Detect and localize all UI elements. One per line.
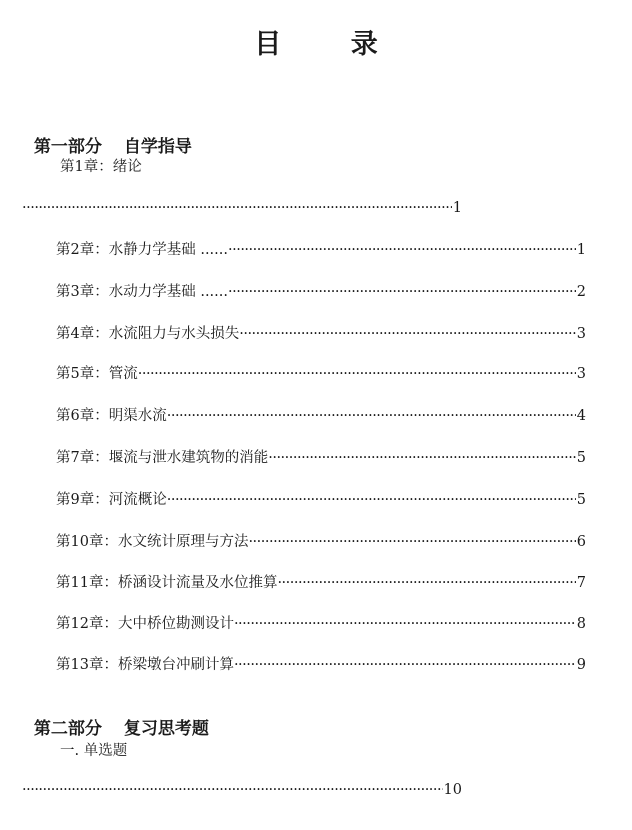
dot-leader xyxy=(268,450,576,466)
toc-entry[interactable] xyxy=(56,571,586,592)
page-number: 6 xyxy=(576,534,586,550)
toc-entry-leader[interactable] xyxy=(22,782,462,798)
page-number: 7 xyxy=(576,575,586,591)
page-number: 1 xyxy=(452,200,462,216)
toc-entry-label: 第11章：桥涵设计流量及水位推算 xyxy=(56,575,278,591)
part-number: 第二部分 xyxy=(33,719,102,739)
dot-leader xyxy=(228,284,576,300)
dot-leader xyxy=(277,575,575,591)
toc-entry-label[interactable]: 第1章：绪论 xyxy=(60,159,142,175)
toc-entry[interactable] xyxy=(56,238,586,259)
toc-entry-label: 第3章：水动力学基础 ...... xyxy=(56,284,228,300)
toc-entry[interactable] xyxy=(56,446,586,467)
page-number: 3 xyxy=(576,326,586,342)
page-title: 目 录 xyxy=(254,29,408,60)
dot-leader xyxy=(22,200,452,216)
page-number: 4 xyxy=(576,408,586,424)
toc-entry[interactable] xyxy=(56,488,586,509)
toc-entry[interactable] xyxy=(56,530,586,551)
toc-entry[interactable] xyxy=(56,612,586,633)
toc-entry[interactable] xyxy=(56,404,586,425)
page-number: 1 xyxy=(576,242,586,258)
part-name: 复习思考题 xyxy=(123,719,209,739)
part-heading xyxy=(22,694,209,739)
page-number: 10 xyxy=(443,782,462,798)
part-heading xyxy=(22,112,192,157)
page-number: 3 xyxy=(576,366,586,382)
dot-leader xyxy=(228,242,576,258)
toc-entry-label: 第10章：水文统计原理与方法 xyxy=(56,534,249,550)
part-name: 自学指导 xyxy=(123,137,192,157)
toc-entry-leader[interactable] xyxy=(22,200,462,216)
toc-entry[interactable] xyxy=(56,362,586,383)
page-number: 8 xyxy=(576,616,586,632)
dot-leader xyxy=(167,492,576,508)
dot-leader xyxy=(234,657,576,673)
toc-entry-label: 第6章：明渠水流 xyxy=(56,408,167,424)
toc-entry[interactable] xyxy=(56,322,586,343)
toc-entry-label: 第2章：水静力学基础 ...... xyxy=(56,242,228,258)
dot-leader xyxy=(167,408,576,424)
toc-entry-label: 第9章：河流概论 xyxy=(56,492,167,508)
toc-entry-label: 第7章：堰流与泄水建筑物的消能 xyxy=(56,450,269,466)
page-number: 5 xyxy=(576,492,586,508)
toc-entry-label: 第12章：大中桥位勘测设计 xyxy=(56,616,234,632)
page-number: 9 xyxy=(576,657,586,673)
toc-entry-label: 第5章：管流 xyxy=(56,366,138,382)
dot-leader xyxy=(239,326,576,342)
toc-entry[interactable] xyxy=(56,280,586,301)
toc-entry-label: 第4章：水流阻力与水头损失 xyxy=(56,326,240,342)
toc-entry[interactable] xyxy=(56,653,586,674)
page-number: 2 xyxy=(576,284,586,300)
dot-leader xyxy=(138,366,576,382)
dot-leader xyxy=(22,782,443,798)
dot-leader xyxy=(248,534,575,550)
dot-leader xyxy=(234,616,576,632)
part-number: 第一部分 xyxy=(33,137,102,157)
page-number: 5 xyxy=(576,450,586,466)
toc-entry-label[interactable]: 一. 单选题 xyxy=(60,743,128,759)
toc-entry-label: 第13章：桥梁墩台冲刷计算 xyxy=(56,657,234,673)
